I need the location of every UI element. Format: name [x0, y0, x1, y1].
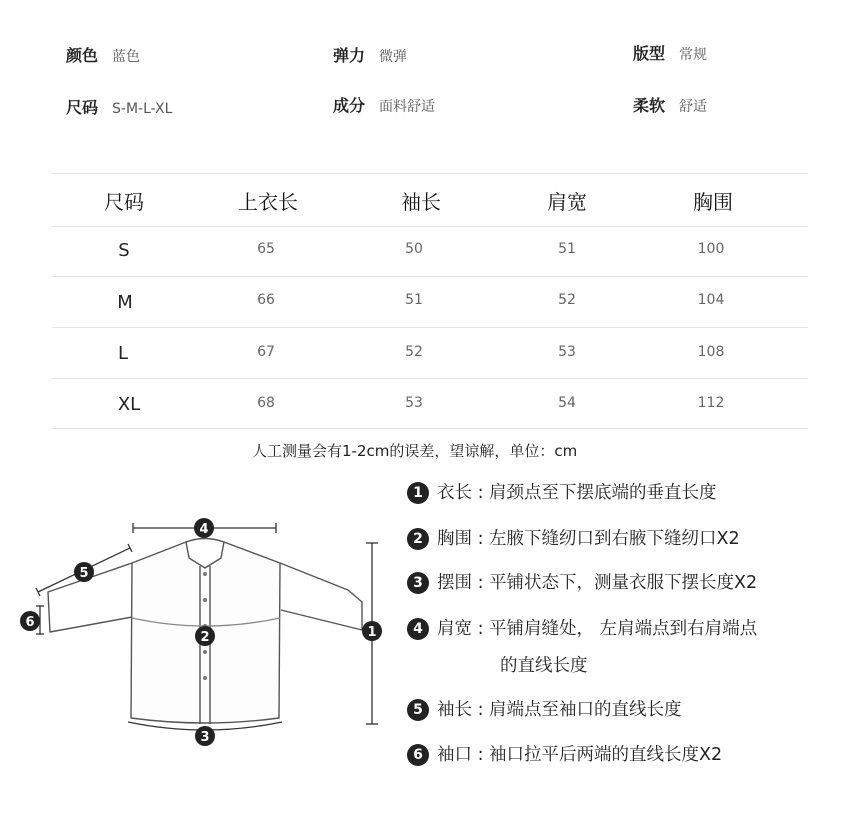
- table-cell: 65: [257, 241, 275, 257]
- table-row-rule: [52, 276, 808, 277]
- marker-6-label: 6: [25, 615, 35, 630]
- marker-3: [195, 726, 215, 746]
- attr-elasticity: [333, 43, 407, 66]
- table-cell: 67: [257, 344, 275, 360]
- legend-item-cuff: 6 袖口 : 袖口拉平后两端的直线长度X2: [407, 742, 722, 768]
- attr-size-value: S-M-L-XL: [112, 101, 173, 117]
- table-cell: 68: [257, 395, 275, 411]
- legend-item-hem: 3 摆围 : 平铺状态下，测量衣服下摆长度X2: [407, 570, 757, 596]
- legend-text: 肩端点至袖口的直线长度: [489, 700, 682, 720]
- legend-text: 左腋下缝纫口到右腋下缝纫口X2: [489, 529, 740, 549]
- legend-shoulder-continuation: 的直线长度: [500, 656, 588, 676]
- marker-4: [194, 518, 214, 538]
- legend-label: 肩宽: [437, 619, 472, 639]
- table-row-rule: [52, 378, 808, 379]
- header-chest: 胸围: [693, 190, 733, 214]
- shirt-measurement-diagram: [0, 500, 400, 760]
- legend-text: 肩颈点至下摆底端的垂直长度: [489, 483, 717, 503]
- table-cell: 53: [405, 395, 423, 411]
- marker-4-label: 4: [199, 522, 209, 537]
- measurement-note: 人工测量会有1-2cm的误差，望谅解，单位：cm: [252, 442, 578, 460]
- legend-item-length: 1 衣长 : 肩颈点至下摆底端的垂直长度: [407, 480, 717, 506]
- table-cell: 52: [558, 292, 576, 308]
- legend-item-sleeve: 5 袖长 : 肩端点至袖口的直线长度: [407, 697, 682, 723]
- table-cell: 53: [558, 344, 576, 360]
- attr-size-key: 尺码: [66, 98, 99, 117]
- attr-softness-key: 柔软: [633, 96, 666, 115]
- table-row-size: L: [117, 343, 129, 364]
- marker-2: [195, 626, 215, 646]
- marker-6: [20, 611, 40, 631]
- attr-material: [333, 93, 435, 116]
- legend-badge: 5: [407, 699, 429, 721]
- legend-badge: 6: [407, 744, 429, 766]
- table-cell: 100: [697, 241, 725, 257]
- marker-2-label: 2: [200, 630, 210, 645]
- legend-label: 摆围: [437, 573, 472, 593]
- table-cell: 54: [558, 395, 576, 411]
- attr-fit: [633, 41, 707, 64]
- legend-text: 平铺状态下，测量衣服下摆长度X2: [489, 573, 758, 593]
- header-length: 上衣长: [238, 190, 298, 214]
- attr-color-value: 蓝色: [112, 49, 141, 65]
- attr-elasticity-value: 微弹: [379, 49, 408, 65]
- legend-label: 袖长: [437, 700, 472, 720]
- table-cell: 52: [405, 344, 423, 360]
- table-row-rule: [52, 327, 808, 328]
- legend-badge: 1: [407, 482, 429, 504]
- legend-badge: 3: [407, 572, 429, 594]
- attr-softness-value: 舒适: [679, 99, 708, 115]
- table-cell: 104: [697, 292, 725, 308]
- table-cell: 66: [257, 292, 275, 308]
- table-cell: 51: [405, 292, 423, 308]
- header-shoulder: 肩宽: [547, 190, 587, 214]
- attr-material-value: 面料舒适: [379, 99, 436, 115]
- attr-fit-value: 常规: [679, 47, 708, 63]
- table-row-size: S: [118, 240, 130, 261]
- header-sleeve: 袖长: [401, 190, 441, 214]
- legend-item-shoulder: 4 肩宽 : 平铺肩缝处， 左肩端点到右肩端点: [407, 616, 757, 642]
- right-sleeve-outline: [280, 563, 362, 630]
- table-cell: 112: [697, 395, 725, 411]
- legend-label: 胸围: [437, 529, 472, 549]
- legend-badge: 4: [407, 618, 429, 640]
- table-top-rule: [52, 173, 808, 174]
- table-row-size: XL: [117, 394, 141, 415]
- legend-badge: 2: [407, 528, 429, 550]
- attr-material-key: 成分: [333, 96, 366, 115]
- table-cell: 108: [697, 344, 725, 360]
- table-cell: 51: [558, 241, 576, 257]
- marker-1: [362, 621, 382, 641]
- legend-label: 衣长: [437, 483, 472, 503]
- table-cell: 50: [405, 241, 423, 257]
- table-header-rule: [52, 226, 808, 227]
- marker-1-label: 1: [367, 625, 377, 640]
- header-size: 尺码: [104, 190, 144, 214]
- attr-fit-key: 版型: [633, 44, 666, 63]
- attr-size: [66, 95, 172, 118]
- marker-5-label: 5: [79, 566, 89, 581]
- attr-elasticity-key: 弹力: [333, 46, 366, 65]
- attr-softness: [633, 93, 707, 116]
- legend-label: 袖口: [437, 745, 472, 765]
- table-bottom-rule: [52, 428, 808, 429]
- legend-text: 袖口拉平后两端的直线长度X2: [489, 745, 723, 765]
- marker-5: [74, 562, 94, 582]
- legend-text: 平铺肩缝处， 左肩端点到右肩端点: [489, 619, 758, 639]
- marker-3-label: 3: [200, 730, 210, 745]
- table-row-size: M: [117, 292, 133, 313]
- legend-item-chest: 2 胸围 : 左腋下缝纫口到右腋下缝纫口X2: [407, 526, 740, 552]
- attr-color: [66, 43, 140, 66]
- attr-color-key: 颜色: [66, 46, 99, 65]
